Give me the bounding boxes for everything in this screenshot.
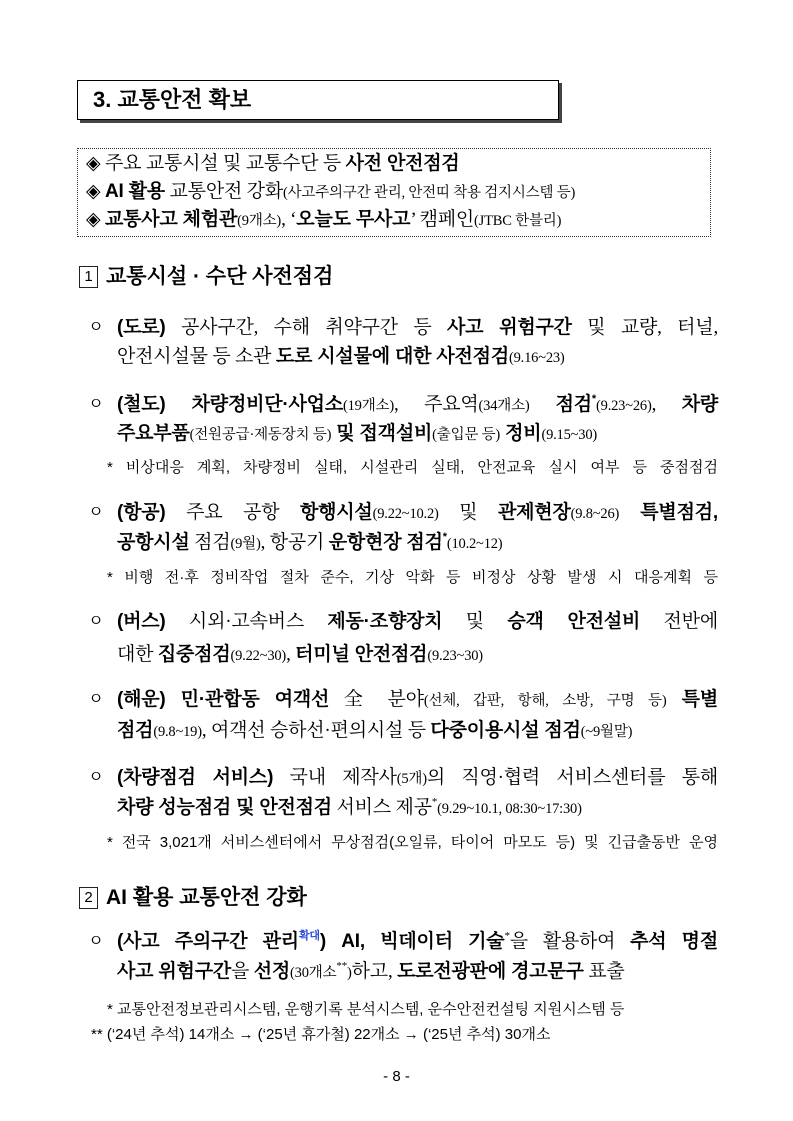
text-run: ◈ [86, 209, 105, 230]
footnote: * 비상대응 계획, 차량정비 실태, 시설관리 실태, 안전교육 실시 여부 등 중점점검 [107, 459, 718, 476]
bold-text: 차량 [681, 394, 718, 415]
bold-text: 특별 [666, 689, 718, 710]
small-text: (~9월말) [580, 724, 633, 740]
bullet-line [117, 717, 718, 745]
small-text: (9월) [230, 536, 261, 552]
bold-text: 사고 위험구간 [117, 961, 232, 982]
section-number-box: 2 [79, 887, 98, 909]
bold-text: 주요부품 [117, 423, 190, 444]
bullet-line [117, 686, 718, 714]
summary-line [86, 150, 706, 178]
small-text: (사고주의구간 관리, 안전띠 착용 검지시스템 등) [283, 185, 576, 201]
superscript-text: * [431, 796, 438, 808]
text-run: , [651, 394, 682, 415]
bold-text: 도로전광판에 경고문구 [397, 961, 584, 982]
bold-text: (항공) [117, 502, 166, 523]
bold-text: 다중이용시설 점검 [430, 720, 581, 741]
text-run: , [286, 644, 296, 665]
chapter-title: 3. 교통안전 확보 [93, 87, 252, 112]
bullet-marker: ㅇ [88, 396, 104, 413]
bold-text: 추석 명절 [630, 931, 718, 952]
text-run: 점검 [189, 532, 231, 553]
bold-text: (해운) 민·관합동 여객선 [117, 689, 330, 710]
bold-text: (사고 주의구간 관리 [117, 931, 299, 952]
bold-text: 오늘도 무사고 [296, 209, 411, 230]
text-run: ◈ [86, 181, 105, 202]
page-number: - 8 - [383, 1068, 410, 1085]
text-run: 국내 제작사 [273, 767, 397, 788]
text-run: 주요 공항 [165, 502, 300, 523]
section-title: 교통시설 · 수단 사전점검 [106, 265, 334, 288]
bold-text: 사고 위험구간 [446, 317, 572, 338]
small-text: (출입문 등) [432, 427, 501, 443]
small-text: (9.15~30) [541, 427, 598, 443]
text-run: 全 분야 [329, 689, 424, 710]
text-run: , 주요역 [393, 394, 479, 415]
bullet-line [117, 608, 718, 636]
small-text: (9.29~10.1, 08:30~17:30) [437, 801, 582, 817]
bold-text: 승객 안전설비 [507, 611, 641, 632]
text-run: 교통안전 강화 [164, 181, 283, 202]
small-text: (JTBC 한블리) [474, 213, 562, 229]
bullet-line [117, 391, 718, 419]
small-text: (34개소) [478, 398, 530, 414]
superscript-text: * [504, 930, 510, 942]
bullet-marker: ㅇ [88, 769, 104, 786]
bold-text: 관제현장 [498, 502, 571, 523]
text-run: 및 [438, 502, 498, 523]
small-text: (9.23~30) [427, 648, 483, 664]
small-text: (19개소) [343, 398, 394, 414]
footnote: * 전국 3,021개 서비스센터에서 무상점검(오일류, 타이어 마모도 등) 및 긴급출동반 운영 [107, 834, 718, 851]
text-run: 서비스 제공 [331, 797, 432, 818]
text-run: 을 활용하여 [509, 931, 631, 952]
text-run: 을 [231, 961, 254, 982]
bullet-marker: ㅇ [88, 504, 104, 521]
bold-text: 선정 [253, 961, 291, 982]
chapter-title-box [77, 80, 559, 120]
text-run: 의 직영·협력 서비스센터를 통해 [426, 767, 719, 788]
bold-text: (도로) [117, 317, 166, 338]
superscript-text: 확대 [298, 930, 320, 942]
small-text: (9.23~26) [596, 398, 652, 414]
text-run: 하고, [351, 961, 398, 982]
bullet-line [117, 958, 718, 986]
bold-text: AI 활용 [104, 181, 165, 202]
small-text: (30개소 [290, 965, 337, 981]
small-text: (10.2~12) [446, 536, 503, 552]
text-run: , 여객선 승하선·편의시설 등 [201, 720, 431, 741]
bold-text: 터미널 안전점검 [295, 644, 428, 665]
text-run: , 항공기 [260, 532, 329, 553]
bold-text: 점검 [529, 394, 592, 415]
bullet-marker: ㅇ [88, 613, 104, 630]
bold-text: (철도) 차량정비단·사업소 [117, 394, 343, 415]
small-text: (9.22~10.2) [372, 506, 439, 522]
bold-text: 특별점검, [619, 502, 718, 523]
bold-text: 제동·조향장치 [327, 611, 443, 632]
text-run: 시외·고속버스 [165, 611, 328, 632]
text-run: 표출 [583, 961, 625, 982]
bullet-line [117, 641, 718, 669]
superscript-text: ** [336, 960, 347, 972]
summary-line [86, 206, 706, 234]
superscript-text: * [591, 393, 597, 405]
bold-text: (차량점검 서비스) [117, 767, 274, 788]
bullet-line [117, 420, 718, 448]
bold-text: ) AI, 빅데이터 기술 [319, 931, 505, 952]
bold-text: 항행시설 [299, 502, 373, 523]
small-text: (9.8~19) [153, 724, 202, 740]
bullet-line [117, 343, 718, 371]
small-text: ) [347, 965, 352, 981]
bold-text: 교통사고 체험관 [104, 209, 238, 230]
bullet-line [117, 529, 718, 557]
bullet-marker: ㅇ [88, 319, 104, 336]
text-run: 및 교량, 터널, [571, 317, 718, 338]
bold-text: 운항현장 점검 [328, 532, 443, 553]
superscript-text: * [442, 531, 447, 543]
bullet-line [117, 794, 718, 822]
small-text: (9.16~23) [508, 350, 565, 366]
footnote: * 비행 전·후 정비작업 절차 준수, 기상 악화 등 비정상 상황 발생 시 대응계획 등 [107, 569, 718, 586]
footnote: ** (‘24년 추석) 14개소 → (‘25년 휴가철) 22개소 → (‘25년 추석) 30개소 [91, 1026, 551, 1043]
text-run: 공사구간, 수해 취약구간 등 [165, 317, 447, 338]
bullet-marker: ㅇ [88, 691, 104, 708]
text-run: ’ 캠페인 [410, 209, 475, 230]
text-run: 전반에 [640, 611, 718, 632]
bullet-line [117, 314, 718, 342]
small-text: (선체, 갑판, 항해, 소방, 구명 등) [423, 693, 667, 709]
bullet-marker: ㅇ [88, 933, 104, 950]
bold-text: (버스) [117, 611, 166, 632]
bold-text: 사전 안전점검 [345, 153, 460, 174]
small-text: (9.8~26) [570, 506, 620, 522]
text-run: 대한 [117, 644, 158, 665]
footnote: * 교통안전정보관리시스템, 운행기록 분석시스템, 운수안전컨설팅 지원시스템 등 [107, 1001, 625, 1018]
bullet-line [117, 499, 718, 527]
text-run: , ‘ [281, 209, 297, 230]
section-title: AI 활용 교통안전 강화 [106, 886, 307, 909]
section-number-box: 1 [79, 266, 98, 288]
bold-text: 정비 [500, 423, 542, 444]
small-text: (9.22~30) [230, 648, 287, 664]
text-run: 안전시설물 등 소관 [117, 346, 276, 367]
bold-text: 공항시설 [117, 532, 190, 553]
bold-text: 도로 시설물에 대한 사전점검 [275, 346, 509, 367]
bold-text: 집중점검 [157, 644, 231, 665]
bold-text: 및 접객설비 [331, 423, 433, 444]
summary-line [86, 178, 706, 206]
bold-text: 차량 성능점검 및 안전점검 [117, 797, 332, 818]
small-text: (9개소) [237, 213, 282, 229]
bullet-line [117, 928, 718, 956]
small-text: (5개) [396, 771, 427, 787]
bullet-line [117, 764, 718, 792]
small-text: (전원공급·제동장치 등) [189, 427, 332, 443]
text-run: 및 [442, 611, 508, 632]
text-run: ◈ 주요 교통시설 및 교통수단 등 [86, 153, 346, 174]
bold-text: 점검 [117, 720, 154, 741]
